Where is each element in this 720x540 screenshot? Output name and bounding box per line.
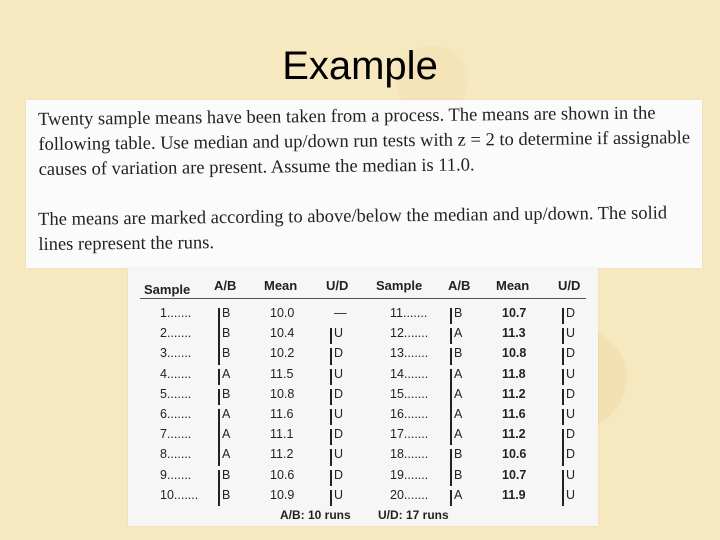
run-bar-ud (562, 369, 564, 385)
problem-paragraph-1: Twenty sample means have been taken from a process. The means are shown in the following table. Use median and up/down run tests with z = 2 to determine if assignable causes of variation are present. Assume the median is 11.0. (38, 103, 691, 180)
run-bar-ab (450, 348, 452, 364)
cell-sample: 10....... (160, 487, 199, 502)
ab-runs-summary: A/B: 10 runs (280, 508, 351, 522)
cell-sample: 9....... (160, 467, 192, 482)
cell-ud: U (566, 467, 576, 482)
run-bar-ud (562, 328, 564, 344)
cell-ab: B (454, 346, 463, 361)
cell-sample: 4....... (160, 366, 192, 381)
cell-ud: D (334, 346, 344, 361)
cell-ud: U (334, 487, 344, 502)
cell-mean: 11.3 (502, 326, 526, 341)
run-bar-ud (562, 409, 564, 425)
cell-ab: B (454, 306, 463, 320)
cell-ud: U (334, 407, 344, 421)
cell-sample: 11....... (390, 306, 428, 320)
problem-statement (26, 100, 702, 268)
cell-mean: 11.1 (270, 427, 294, 442)
run-bar-ab (450, 328, 452, 344)
cell-mean: 10.9 (270, 487, 295, 502)
cell-mean: 10.4 (270, 326, 295, 341)
cell-ud: D (566, 306, 576, 320)
cell-ab: B (454, 447, 463, 462)
run-bar-ud (330, 389, 332, 405)
cell-ud: D (334, 427, 344, 442)
run-bar-ab (218, 369, 220, 385)
cell-mean: 10.7 (502, 467, 527, 482)
run-bar-ab (450, 449, 452, 485)
cell-ab: A (222, 366, 231, 381)
run-bar-ud (330, 449, 332, 465)
cell-mean: 11.5 (270, 366, 294, 381)
cell-sample: 14....... (390, 366, 429, 381)
run-bar-ud (562, 348, 564, 364)
cell-sample: 17....... (390, 427, 429, 442)
cell-ud: D (566, 346, 576, 361)
cell-ud: U (566, 366, 576, 381)
cell-mean: 11.9 (502, 487, 526, 502)
cell-mean: 10.8 (502, 346, 527, 361)
header-mean-right: Mean (496, 278, 530, 293)
cell-sample: 7....... (160, 427, 192, 442)
run-bar-ud (330, 470, 332, 486)
cell-sample: 13....... (390, 346, 429, 361)
cell-ud: D (566, 427, 576, 442)
cell-ab: A (222, 427, 231, 442)
cell-ab: A (222, 407, 231, 421)
run-bar-ud (562, 308, 564, 324)
cell-sample: 16....... (390, 407, 429, 421)
cell-ud: D (566, 447, 576, 462)
problem-paragraph-2: The means are marked according to above/below the median and up/down. The solid lines represent the runs. (38, 203, 668, 255)
run-bar-ud (562, 429, 564, 465)
cell-sample: 2....... (160, 326, 192, 341)
cell-ud: U (334, 447, 344, 462)
header-ud-left: U/D (326, 278, 349, 293)
cell-mean: 11.6 (270, 407, 294, 421)
cell-ab: B (222, 346, 231, 361)
header-ud-right: U/D (558, 278, 581, 293)
run-bar-ab (218, 308, 220, 365)
run-bar-ab (218, 470, 220, 506)
run-bar-ab (218, 409, 220, 466)
header-mean-left: Mean (264, 278, 298, 293)
cell-ud: U (334, 326, 344, 341)
cell-mean: 10.8 (270, 386, 295, 401)
ud-runs-summary: U/D: 17 runs (378, 508, 449, 522)
cell-sample: 6....... (160, 407, 192, 421)
cell-sample: 18....... (390, 447, 429, 462)
cell-mean: 11.2 (502, 427, 526, 442)
cell-sample: 3....... (160, 346, 192, 361)
run-bar-ab (450, 308, 452, 324)
cell-ab: B (454, 467, 463, 482)
cell-mean: 10.0 (270, 306, 295, 320)
cell-ud: U (566, 326, 576, 341)
run-bar-ud (330, 490, 332, 506)
cell-mean: 11.2 (502, 386, 526, 401)
header-sample-right: Sample (376, 278, 423, 293)
cell-mean: 10.6 (502, 447, 527, 462)
cell-ab: B (222, 467, 231, 482)
cell-sample: 20....... (390, 487, 429, 502)
cell-ab: B (222, 386, 231, 401)
header-ab-left: A/B (214, 278, 237, 293)
cell-sample: 5....... (160, 386, 192, 401)
cell-sample: 12....... (390, 326, 429, 341)
run-bar-ud (562, 470, 564, 506)
cell-ab: A (454, 386, 463, 401)
cell-ab: B (222, 487, 231, 502)
cell-mean: 11.6 (502, 407, 526, 421)
header-sample-left: Sample (144, 282, 191, 297)
cell-ab: B (222, 326, 231, 341)
run-bar-ab (450, 490, 452, 506)
cell-ud: — (334, 306, 347, 320)
cell-ab: A (454, 427, 463, 442)
cell-mean: 11.8 (502, 366, 526, 381)
slide-title: Example (282, 44, 438, 88)
run-bar-ud (562, 389, 564, 405)
cell-ab: A (454, 366, 463, 381)
run-bar-ud (330, 328, 332, 344)
cell-ud: U (334, 366, 344, 381)
cell-ud: U (566, 407, 576, 421)
run-bar-ud (330, 409, 332, 425)
run-bar-ab (450, 369, 452, 446)
cell-ab: A (454, 326, 463, 341)
run-bar-ud (330, 429, 332, 445)
cell-ud: D (334, 467, 344, 482)
cell-sample: 8....... (160, 447, 192, 462)
header-rule (140, 298, 586, 299)
cell-ab: A (454, 407, 463, 421)
cell-ab: B (222, 306, 231, 320)
cell-mean: 10.6 (270, 467, 295, 482)
cell-ud: D (566, 386, 576, 401)
cell-sample: 1....... (160, 306, 192, 320)
cell-mean: 11.2 (270, 447, 294, 462)
run-bar-ab (218, 389, 220, 405)
cell-mean: 10.7 (502, 306, 527, 320)
cell-sample: 19....... (390, 467, 429, 482)
cell-ab: A (222, 447, 231, 462)
run-bar-ud (330, 369, 332, 385)
cell-ud: U (566, 487, 576, 502)
cell-ab: A (454, 487, 463, 502)
cell-sample: 15....... (390, 386, 429, 401)
cell-mean: 10.2 (270, 346, 295, 361)
header-ab-right: A/B (448, 278, 471, 293)
run-bar-ud (330, 348, 332, 364)
cell-ud: D (334, 386, 344, 401)
runs-table (128, 268, 598, 526)
